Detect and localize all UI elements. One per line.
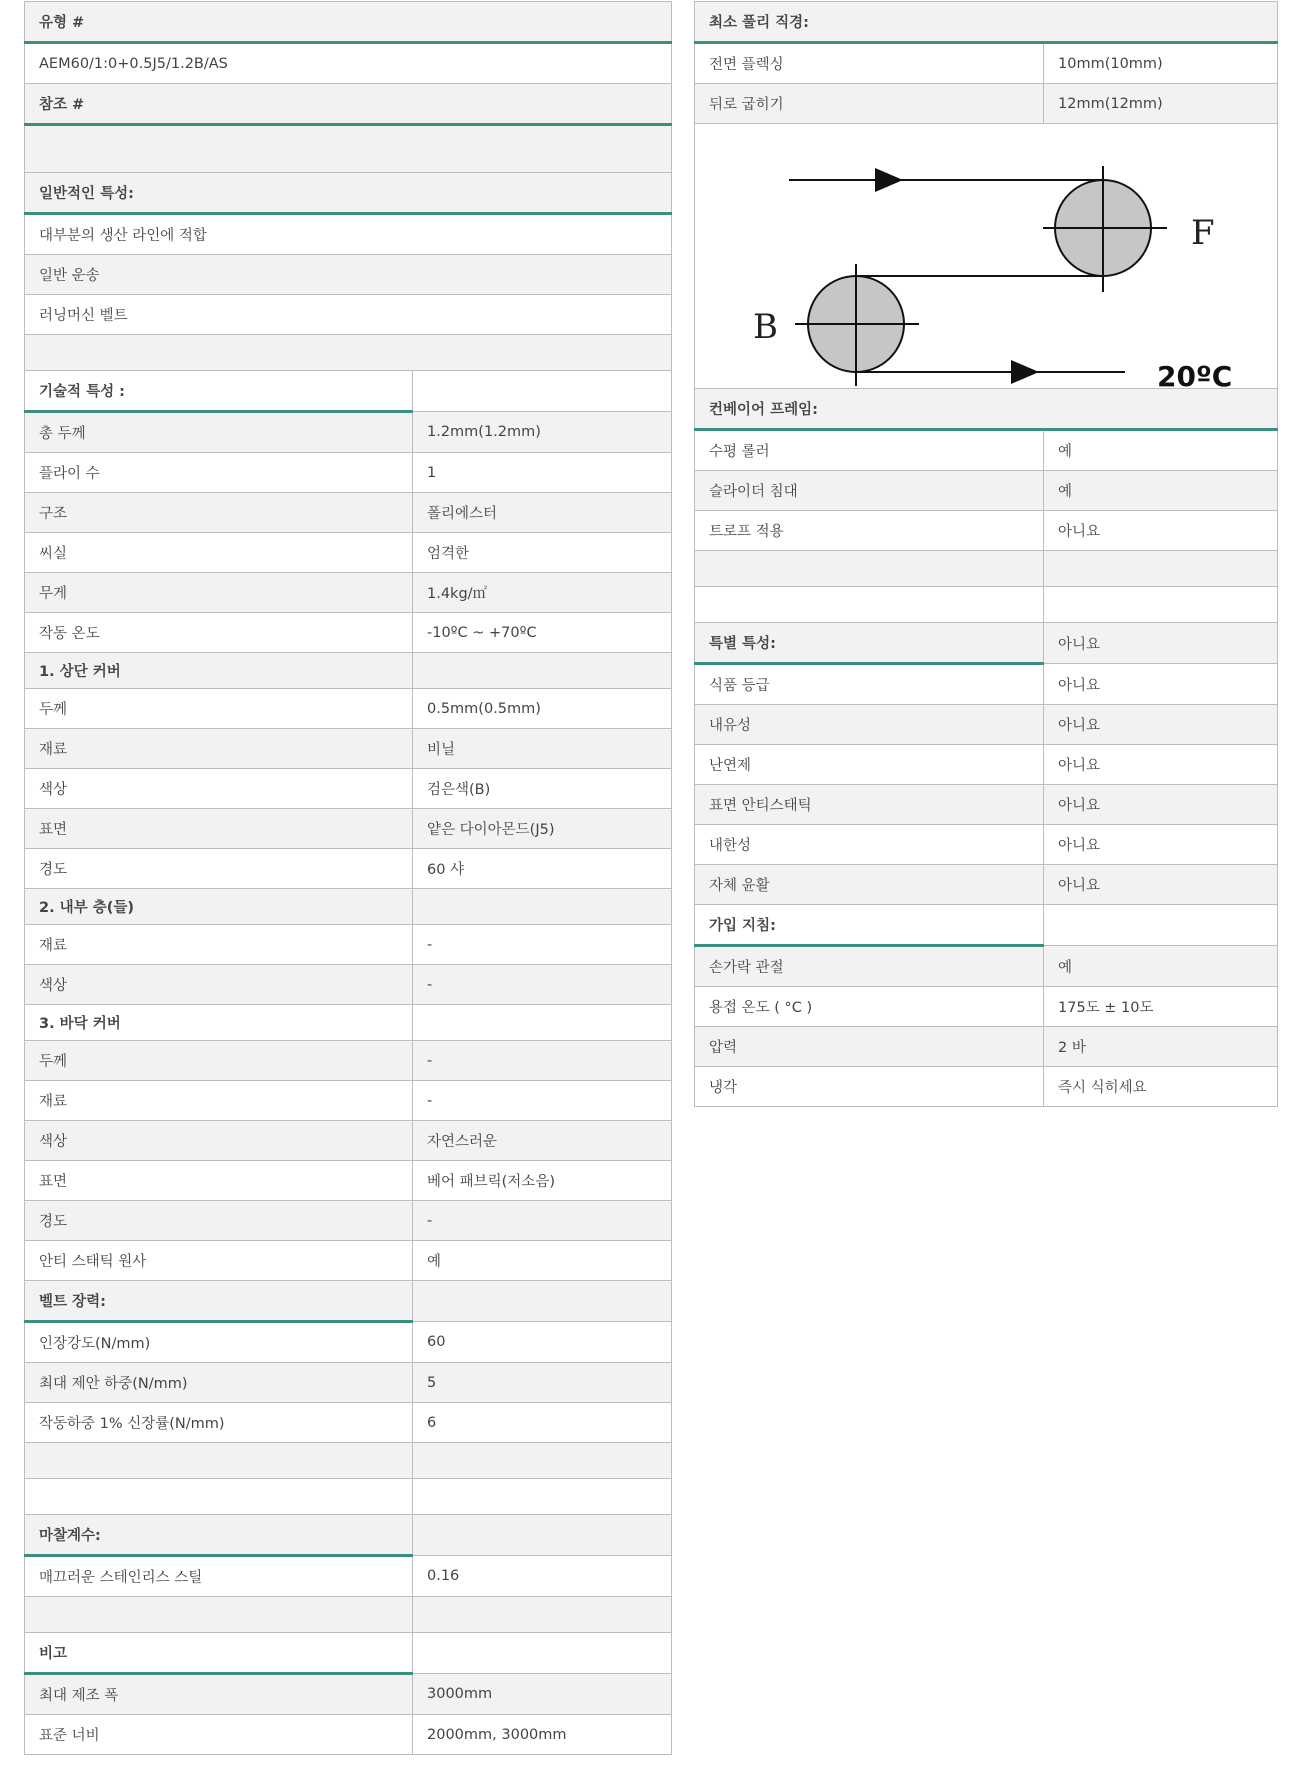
row-value: 1: [413, 453, 672, 493]
row-label: 슬라이더 침대: [695, 471, 1044, 511]
row-label: 씨실: [25, 533, 413, 573]
row-value: 아니요: [1044, 664, 1278, 705]
spacer-row: [695, 587, 1044, 623]
tension-header-value: [413, 1281, 672, 1322]
spacer-row: [695, 551, 1044, 587]
row-label: 내유성: [695, 705, 1044, 745]
left-spec-table: [24, 1, 672, 1755]
row-label: 압력: [695, 1027, 1044, 1067]
row-label: 트로프 적용: [695, 511, 1044, 551]
row-label: 전면 플렉싱: [695, 43, 1044, 84]
row-label: 내한성: [695, 825, 1044, 865]
row-label: 냉각: [695, 1067, 1044, 1107]
row-label: 두께: [25, 1041, 413, 1081]
pulley-diagram-cell: [695, 124, 1278, 389]
join-header-value: [1044, 905, 1278, 946]
row-value: 아니요: [1044, 825, 1278, 865]
row-value: -10ºC ~ +70ºC: [413, 613, 672, 653]
pulley-diagram: [695, 124, 1278, 388]
general-item: 일반 운송: [25, 255, 672, 295]
bottom-cover-header: 3. 바닥 커버: [25, 1005, 413, 1041]
arrow-right-icon: [1011, 360, 1039, 384]
row-value: 예: [1044, 430, 1278, 471]
row-label: 안티 스태틱 원사: [25, 1241, 413, 1281]
row-label: 플라이 수: [25, 453, 413, 493]
row-label: 재료: [25, 729, 413, 769]
temperature-label: 20ºC: [1157, 360, 1233, 388]
arrow-right-icon: [875, 168, 903, 192]
tension-header: 벨트 장력:: [25, 1281, 413, 1322]
remarks-header: 비고: [25, 1633, 413, 1674]
row-value: 아니요: [1044, 745, 1278, 785]
row-value: 아니요: [1044, 511, 1278, 551]
row-value: 예: [1044, 946, 1278, 987]
spacer-cell: [413, 1597, 672, 1633]
row-value: 60 샤: [413, 849, 672, 889]
row-value: 2 바: [1044, 1027, 1278, 1067]
row-value: 얕은 다이아몬드(J5): [413, 809, 672, 849]
pulley-header: 최소 풀리 직경:: [695, 2, 1278, 43]
row-label: 작동 온도: [25, 613, 413, 653]
general-item: 대부분의 생산 라인에 적합: [25, 214, 672, 255]
row-value: 10mm(10mm): [1044, 43, 1278, 84]
tech-header-value: [413, 371, 672, 412]
friction-header: 마찰계수:: [25, 1515, 413, 1556]
row-value: 폴리에스터: [413, 493, 672, 533]
inner-layer-header-value: [413, 889, 672, 925]
reference-header: 참조 #: [25, 84, 672, 125]
spacer-row: [25, 1443, 413, 1479]
spacer-cell: [413, 1479, 672, 1515]
type-header: 유형 #: [25, 2, 672, 43]
row-value: 3000mm: [413, 1674, 672, 1715]
frame-header: 컨베이어 프레임:: [695, 389, 1278, 430]
spacer-row: [25, 335, 672, 371]
row-label: 표면 안티스태틱: [695, 785, 1044, 825]
row-value: 2000mm, 3000mm: [413, 1715, 672, 1755]
row-label: 구조: [25, 493, 413, 533]
back-bend-label: B: [753, 307, 778, 347]
general-item: 러닝머신 벨트: [25, 295, 672, 335]
row-label: 최대 제안 하중(N/mm): [25, 1363, 413, 1403]
row-value: 자연스러운: [413, 1121, 672, 1161]
row-value: 비닐: [413, 729, 672, 769]
row-label: 총 두께: [25, 412, 413, 453]
row-label: 자체 윤활: [695, 865, 1044, 905]
row-value: 1.4kg/㎡: [413, 573, 672, 613]
row-label: 재료: [25, 925, 413, 965]
front-flex-label: F: [1191, 213, 1215, 253]
row-value: 6: [413, 1403, 672, 1443]
spacer-cell: [413, 1443, 672, 1479]
row-label: 수평 롤러: [695, 430, 1044, 471]
row-label: 색상: [25, 965, 413, 1005]
row-value: -: [413, 1041, 672, 1081]
row-value: 0.5mm(0.5mm): [413, 689, 672, 729]
row-value: 175도 ± 10도: [1044, 987, 1278, 1027]
row-value: 예: [413, 1241, 672, 1281]
row-label: 재료: [25, 1081, 413, 1121]
row-label: 경도: [25, 849, 413, 889]
row-label: 색상: [25, 769, 413, 809]
spacer-row: [25, 1597, 413, 1633]
top-cover-header-value: [413, 653, 672, 689]
row-label: 두께: [25, 689, 413, 729]
row-value: -: [413, 1081, 672, 1121]
row-value: -: [413, 965, 672, 1005]
row-value: 엄격한: [413, 533, 672, 573]
inner-layer-header: 2. 내부 층(들): [25, 889, 413, 925]
row-value: 5: [413, 1363, 672, 1403]
row-value: 12mm(12mm): [1044, 84, 1278, 124]
row-value: 60: [413, 1322, 672, 1363]
spacer-cell: [1044, 551, 1278, 587]
row-label: 작동하중 1% 신장률(N/mm): [25, 1403, 413, 1443]
row-label: 무게: [25, 573, 413, 613]
row-value: 아니요: [1044, 865, 1278, 905]
general-header: 일반적인 특성:: [25, 173, 672, 214]
row-label: 뒤로 굽히기: [695, 84, 1044, 124]
row-label: 손가락 관절: [695, 946, 1044, 987]
row-value: 베어 패브릭(저소음): [413, 1161, 672, 1201]
row-label: 식품 등급: [695, 664, 1044, 705]
row-value: 0.16: [413, 1556, 672, 1597]
row-label: 색상: [25, 1121, 413, 1161]
top-cover-header: 1. 상단 커버: [25, 653, 413, 689]
row-label: 표준 너비: [25, 1715, 413, 1755]
row-value: 예: [1044, 471, 1278, 511]
bottom-cover-header-value: [413, 1005, 672, 1041]
row-value: 아니요: [1044, 785, 1278, 825]
row-label: 표면: [25, 809, 413, 849]
row-label: 난연제: [695, 745, 1044, 785]
row-label: 표면: [25, 1161, 413, 1201]
row-value: 즉시 식히세요: [1044, 1067, 1278, 1107]
row-value: 검은색(B): [413, 769, 672, 809]
special-header-value: 아니요: [1044, 623, 1278, 664]
friction-header-value: [413, 1515, 672, 1556]
row-label: 최대 제조 폭: [25, 1674, 413, 1715]
row-value: 아니요: [1044, 705, 1278, 745]
row-label: 경도: [25, 1201, 413, 1241]
remarks-header-value: [413, 1633, 672, 1674]
type-value: AEM60/1:0+0.5J5/1.2B/AS: [25, 43, 672, 84]
row-value: 1.2mm(1.2mm): [413, 412, 672, 453]
spacer-cell: [1044, 587, 1278, 623]
row-label: 인장강도(N/mm): [25, 1322, 413, 1363]
row-label: 용접 온도 ( °C ): [695, 987, 1044, 1027]
reference-value: [25, 125, 672, 173]
row-label: 매끄러운 스테인리스 스틸: [25, 1556, 413, 1597]
spacer-row: [25, 1479, 413, 1515]
row-value: -: [413, 1201, 672, 1241]
join-header: 가입 지침:: [695, 905, 1044, 946]
right-spec-table: [694, 1, 1278, 1107]
tech-header: 기술적 특성 :: [25, 371, 413, 412]
row-value: -: [413, 925, 672, 965]
special-header: 특별 특성:: [695, 623, 1044, 664]
